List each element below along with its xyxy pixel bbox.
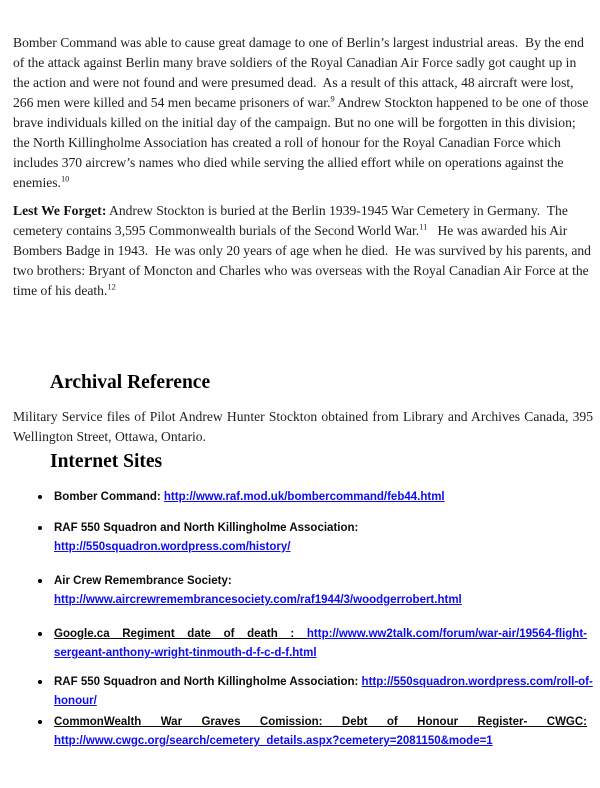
paragraph-lest-we-forget xyxy=(13,201,593,301)
raf-550-roll-of-honour-link-continued[interactable]: honour/ xyxy=(54,695,97,707)
list-item-bomber-command xyxy=(38,488,588,507)
link-label: Google.ca Regiment date of death : xyxy=(54,628,307,640)
bullet-icon xyxy=(38,579,42,583)
list-item-air-crew-remembrance xyxy=(38,572,588,610)
link-label: Bomber Command: xyxy=(54,491,164,503)
bullet-icon xyxy=(38,680,42,684)
footnote-ref-10: 10 xyxy=(60,173,70,184)
internet-sites-list xyxy=(38,488,593,751)
link-label: RAF 550 Squadron and North Killingholme Association: xyxy=(54,522,359,534)
air-crew-remembrance-link[interactable]: http://www.aircrewremembrancesociety.com/raf1944/3/woodgerrobert.html xyxy=(54,594,462,606)
footnote-ref-12: 12 xyxy=(107,281,116,292)
paragraph-text: Andrew Stockton happened to be one of those brave individuals killed on the initial day of the campaign. But no one will be forgotten in this division; the North Killingholme Association has created a roll of honour for the Royal Canadian Force which includes 370 aircrew’s names who died while serving the allied effort while on operations against the enemies. xyxy=(13,95,592,190)
paragraph-bomber-command xyxy=(13,33,593,193)
archival-reference-heading: Archival Reference xyxy=(50,372,211,393)
lest-we-forget-label: Lest We Forget: xyxy=(13,203,107,218)
paragraph-text: Bomber Command was able to cause great damage to one of Berlin’s largest industrial areas. By the end of the attack against Berlin many brave soldiers of the Royal Canadian Air Force sadly got caught up in the action and were not found and were presumed dead. As a result of this attack, 48 aircraft were lost, 266 men were killed and 54 men became prisoners of war. xyxy=(13,35,588,110)
link-label: Air Crew Remembrance Society: xyxy=(54,575,232,587)
raf-550-history-link[interactable]: http://550squadron.wordpress.com/history/ xyxy=(54,541,291,553)
link-label: RAF 550 Squadron and North Killingholme Association: xyxy=(54,676,362,688)
raf-550-roll-of-honour-link[interactable]: http://550squadron.wordpress.com/roll-of- xyxy=(361,676,593,688)
bullet-icon xyxy=(38,720,42,724)
list-item-raf-550-roll-of-honour xyxy=(38,673,593,711)
bullet-icon xyxy=(38,495,42,499)
bullet-icon xyxy=(38,526,42,530)
cwgc-cemetery-link[interactable]: http://www.cwgc.org/search/cemetery_details.aspx?cemetery=2081150&mode=1 xyxy=(54,735,493,747)
ww2talk-link-continued[interactable]: sergeant-anthony-wright-tinmouth-d-f-c-d-f.html xyxy=(54,647,317,659)
bomber-command-link[interactable]: http://www.raf.mod.uk/bombercommand/feb44.html xyxy=(163,491,445,503)
paragraph-text: He was awarded his Air Bombers Badge in 1943. He was only 20 years of age when he died. He was survived by his parents, and two brothers: Bryant of Moncton and Charles who was overseas with the Royal Canadian Air Force at the time of his death. xyxy=(13,223,595,298)
ww2talk-link[interactable]: http://www.ww2talk.com/forum/war-air/19564-flight- xyxy=(306,628,587,640)
list-item-raf-550-history xyxy=(38,519,588,557)
list-item-cwgc xyxy=(38,713,588,751)
list-item-google-regiment xyxy=(38,625,588,663)
archival-reference-text: Military Service files of Pilot Andrew Hunter Stockton obtained from Library and Archives Canada, 395 Wellington Street, Ottawa, Ontario. xyxy=(13,409,593,444)
footnote-ref-11: 11 xyxy=(419,221,428,232)
footnote-ref-9: 9 xyxy=(330,93,335,104)
bullet-icon xyxy=(38,632,42,636)
paragraph-text: Andrew Stockton is buried at the Berlin 1939-1945 War Cemetery in Germany. The cemetery contains 3,595 Commonwealth burials of the Second World War. xyxy=(13,203,572,238)
internet-sites-heading: Internet Sites xyxy=(50,451,163,472)
link-label: CommonWealth War Graves Comission: Debt of Honour Register- CWGC: xyxy=(54,716,587,728)
